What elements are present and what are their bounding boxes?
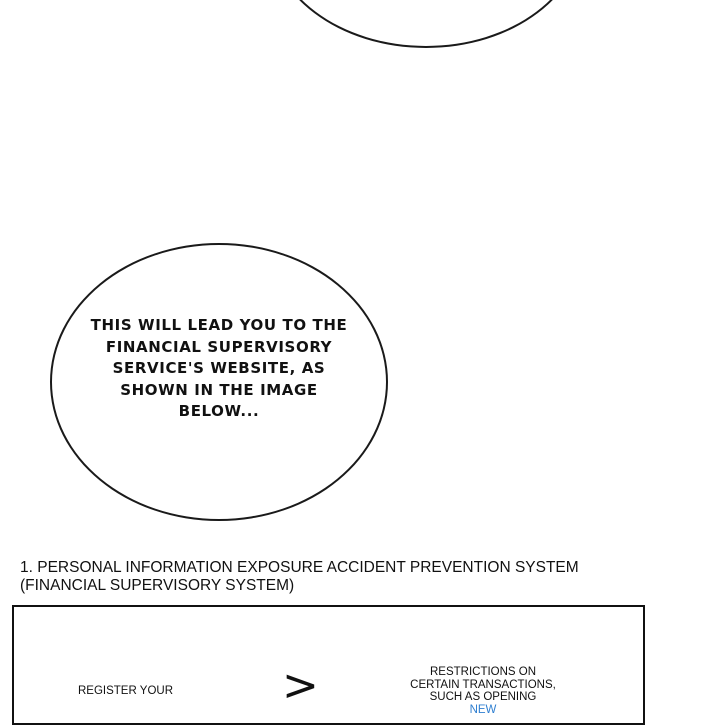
speech-line: SERVICE'S WEBSITE, AS bbox=[112, 359, 326, 378]
register-label: REGISTER YOUR bbox=[78, 685, 173, 697]
restrictions-line bbox=[398, 691, 568, 716]
restrictions-text bbox=[398, 666, 568, 716]
chevron-right-icon: > bbox=[282, 660, 319, 711]
speech-line: SHOWN IN THE IMAGE bbox=[120, 380, 318, 399]
speech-bubble-top bbox=[268, 0, 584, 48]
speech-line: THIS WILL LEAD YOU TO THE bbox=[90, 316, 348, 335]
speech-line: FINANCIAL SUPERVISORY bbox=[105, 337, 333, 356]
section-title-line-2: (FINANCIAL SUPERVISORY SYSTEM) bbox=[20, 577, 295, 594]
speech-bubble bbox=[50, 243, 388, 521]
restrictions-line-text: SUCH AS OPENING bbox=[429, 691, 537, 703]
restrictions-line: CERTAIN TRANSACTIONS, bbox=[410, 678, 556, 691]
section-title-line-1: 1. PERSONAL INFORMATION EXPOSURE ACCIDENT PREVENTION SYSTEM bbox=[20, 559, 579, 576]
restrictions-line: RESTRICTIONS ON bbox=[429, 666, 537, 678]
highlight-new: NEW bbox=[469, 703, 497, 716]
section-heading bbox=[20, 559, 700, 595]
speech-bubble-text bbox=[84, 315, 354, 423]
speech-line: BELOW... bbox=[178, 402, 260, 421]
